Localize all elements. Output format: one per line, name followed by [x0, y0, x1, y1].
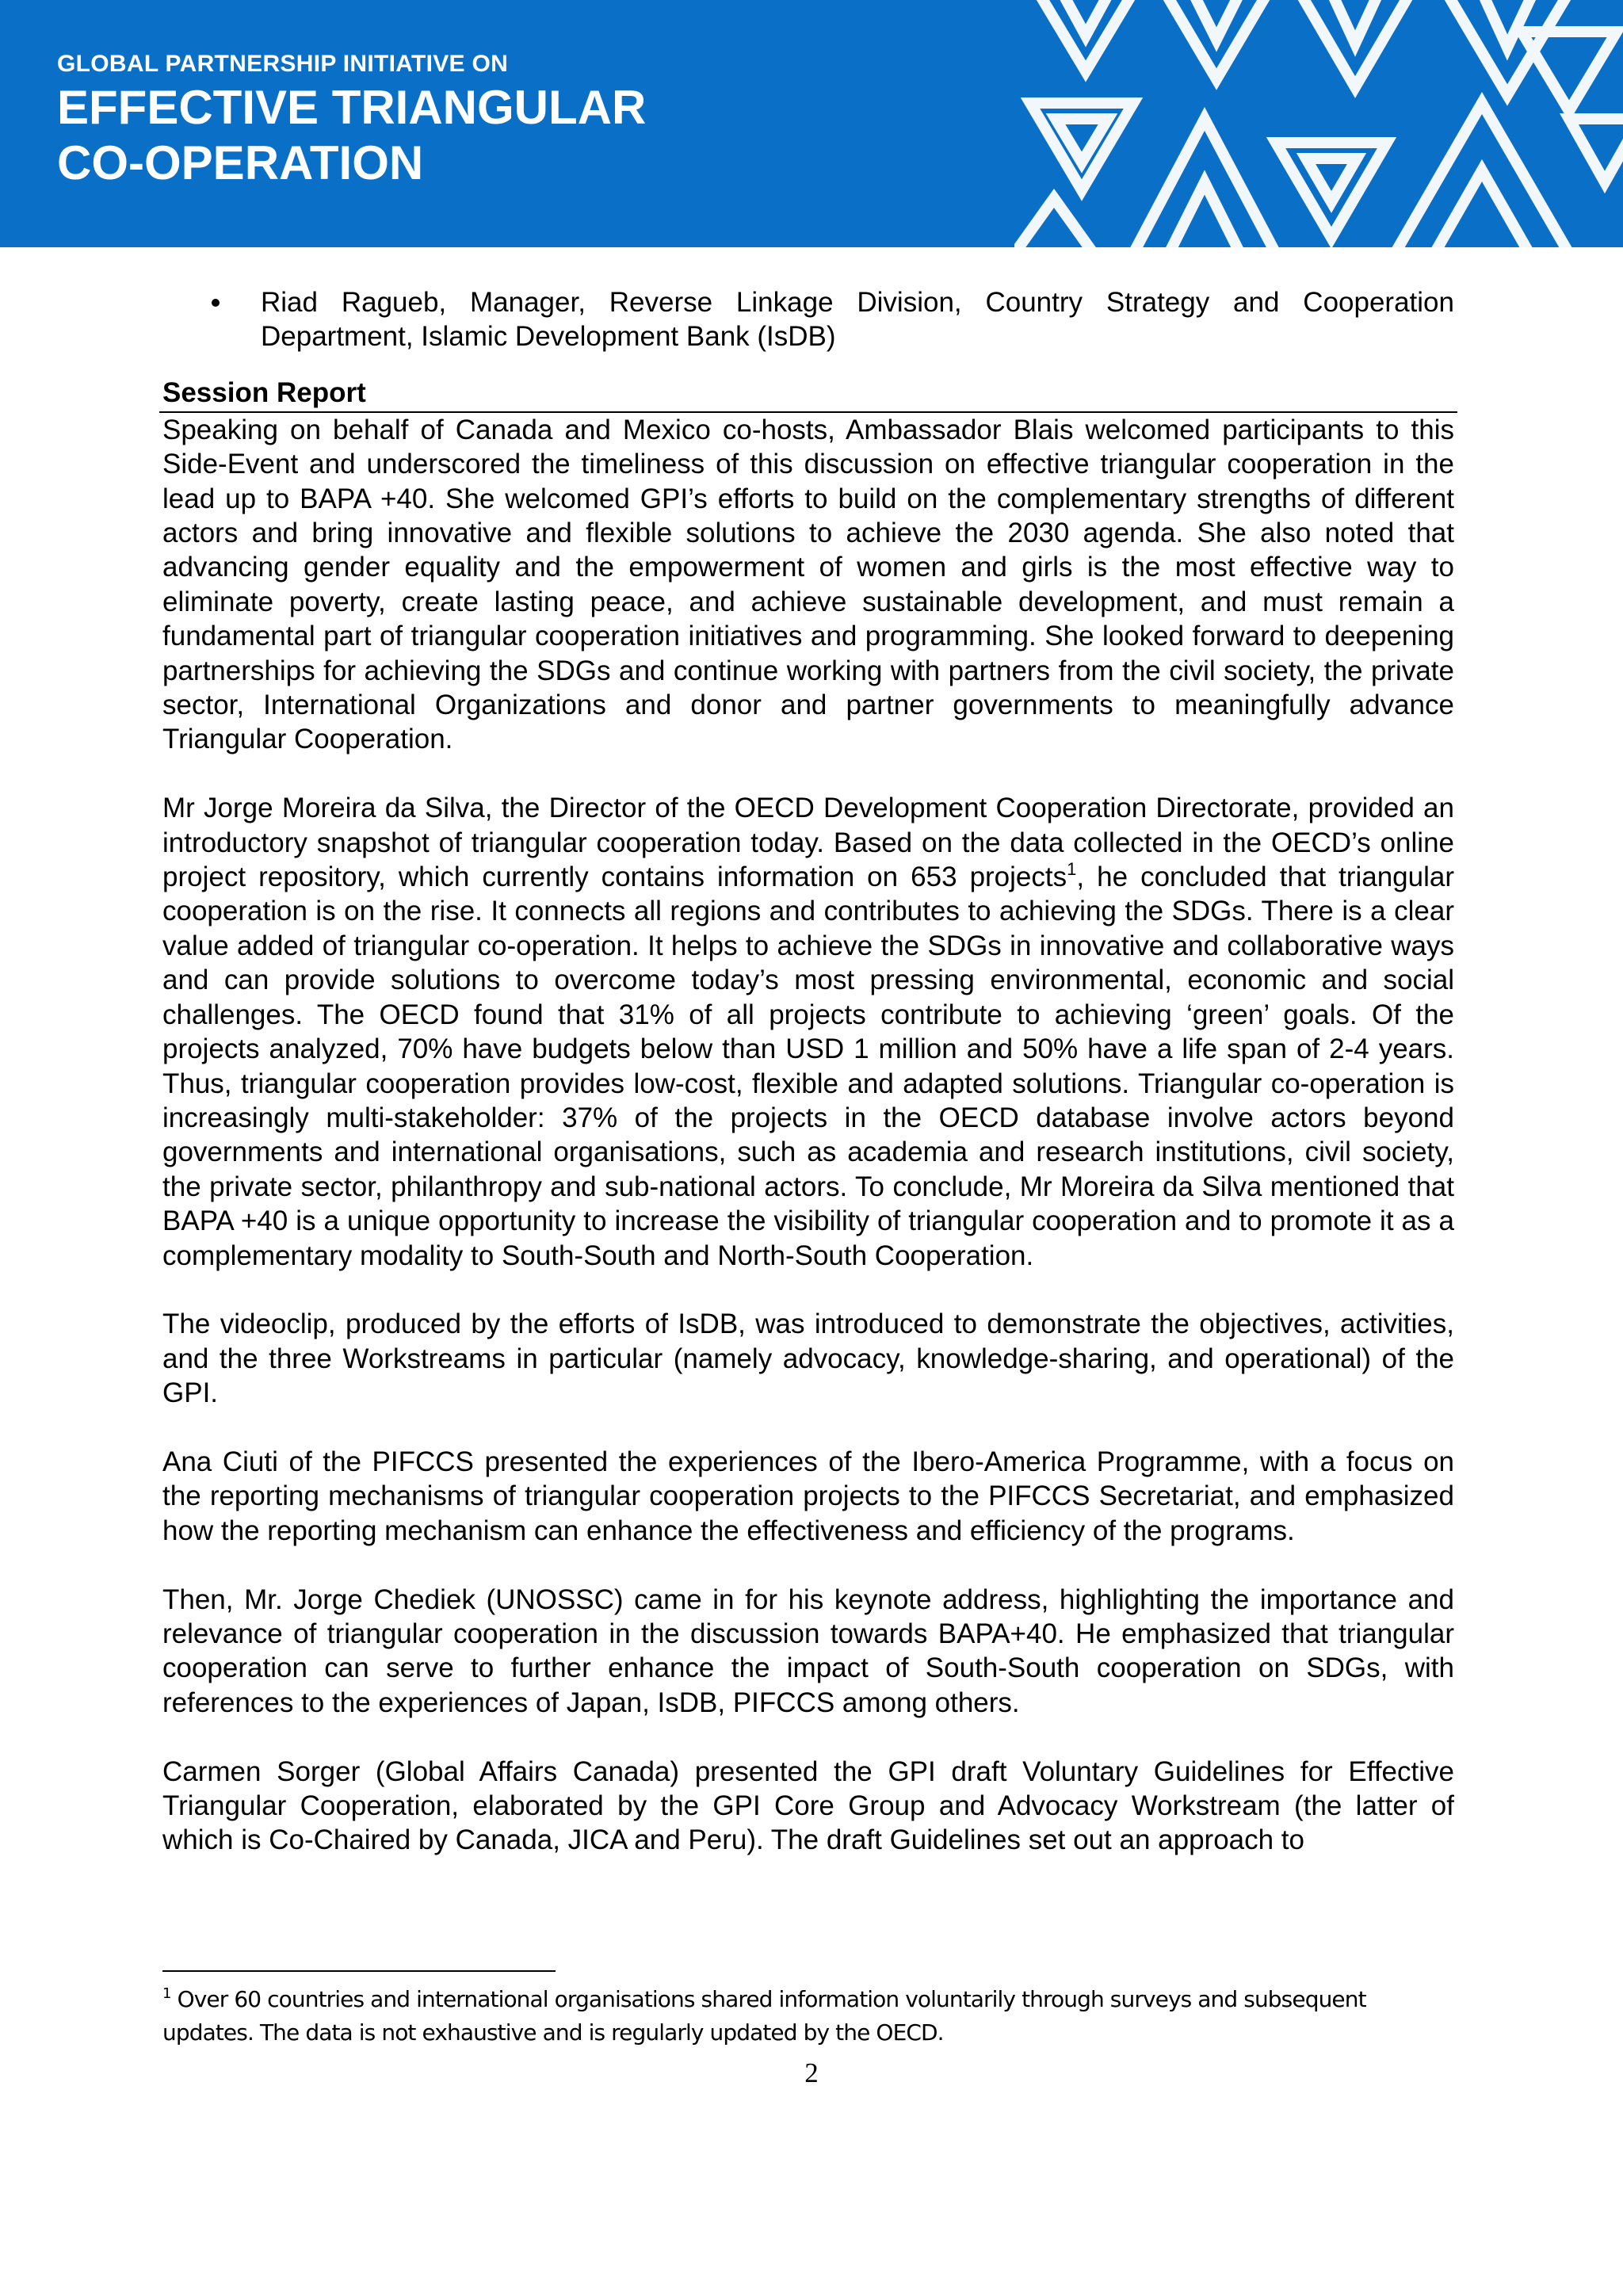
- paragraph-3: The videoclip, produced by the efforts of IsDB, was introduced to demonstrate the objectives, activities, and the three Workstreams in particular (namely advocacy, knowledge-sharing, and operational) of the GPI.: [162, 1308, 1454, 1409]
- speaker-list-item: [162, 285, 1454, 354]
- document-header-banner: [0, 0, 1623, 247]
- paragraph-4: Ana Ciuti of the PIFCCS presented the experiences of the Ibero-America Programme, with a focus on the reporting mechanisms of triangular cooperation projects to the PIFCCS Secretariat, and emphasized how the reporting mechanism can enhance the effectiveness and efficiency of the programs.: [162, 1446, 1454, 1546]
- paragraph-2: [162, 791, 1454, 1273]
- header-title-line-1: EFFECTIVE TRIANGULAR: [57, 81, 647, 134]
- page-number: 2: [804, 2057, 819, 2088]
- paragraph-2-text-a: Mr Jorge Moreira da Silva, the Director of the OECD Development Cooperation Directorate, provided an introductory snapshot of triangular cooperation today. Based on the data collected in the OECD’s online project repository, which currently contains information on 653 projects: [162, 793, 1454, 893]
- bullet-icon: [212, 299, 220, 307]
- header-title-line-2: CO-OPERATION: [57, 136, 424, 189]
- footnote-separator: [162, 1970, 556, 1972]
- footnote: [162, 1983, 1454, 2050]
- footnote-number: 1: [162, 1985, 171, 2002]
- paragraph-1: Speaking on behalf of Canada and Mexico co-hosts, Ambassador Blais welcomed participants to this Side-Event and underscored the timeliness of this discussion on effective triangular cooperation in the lead up to BAPA +40. She welcomed GPI’s efforts to build on the complementary strengths of different actors and bring innovative and flexible solutions to achieve the 2030 agenda. She also noted that advancing gender equality and the empowerment of women and girls is the most effective way to eliminate poverty, create lasting peace, and achieve sustainable development, and must remain a fundamental part of triangular cooperation initiatives and programming. She looked forward to deepening partnerships for achieving the SDGs and continue working with partners from the civil society, the private sector, International Organizations and donor and partner governments to meaningfully advance Triangular Cooperation.: [162, 414, 1454, 755]
- paragraph-6: Carmen Sorger (Global Affairs Canada) presented the GPI draft Voluntary Guidelines for Effective Triangular Cooperation, elaborated by the GPI Core Group and Advocacy Workstream (the latter of which is Co-Chaired by Canada, JICA and Peru). The draft Guidelines set out an approach to: [162, 1755, 1454, 1856]
- document-body: [162, 285, 1454, 1858]
- header-kicker: GLOBAL PARTNERSHIP INITIATIVE ON: [57, 51, 509, 77]
- paragraph-2-text-b: , he concluded that triangular cooperation is on the rise. It connects all regions and contributes to achieving the SDGs. There is a clear value added of triangular co-operation. It helps to achieve the SDGs in innovative and collaborative ways and can provide solutions to overcome today’s most pressing environmental, economic and social challenges. The OECD found that 31% of all projects contribute to achieving ‘green’ goals. Of the projects analyzed, 70% have budgets below than USD 1 million and 50% have a life span of 2-4 years. Thus, triangular cooperation provides low-cost, flexible and adapted solutions. Triangular co-operation is increasingly multi-stakeholder: 37% of the projects in the OECD database involve actors beyond governments and international organisations, such as academia and research institutions, civil society, the private sector, philanthropy and sub-national actors. To conclude, Mr Moreira da Silva mentioned that BAPA +40 is a unique opportunity to increase the visibility of triangular cooperation and to promote it as a complementary modality to South-South and North-South Cooperation.: [162, 861, 1454, 1271]
- section-heading-session-report: Session Report: [162, 376, 366, 408]
- speaker-list-item-text: Riad Ragueb, Manager, Reverse Linkage Division, Country Strategy and Cooperation Department, Islamic Development Bank (IsDB): [261, 287, 1454, 353]
- triangle-pattern-decoration: [1014, 0, 1623, 247]
- paragraph-5: Then, Mr. Jorge Chediek (UNOSSC) came in for his keynote address, highlighting the importance and relevance of triangular cooperation in the discussion towards BAPA+40. He emphasized that triangular cooperation can serve to further enhance the impact of South-South cooperation on SDGs, with references to the experiences of Japan, IsDB, PIFCCS among others.: [162, 1584, 1454, 1718]
- footnote-text: Over 60 countries and international organisations shared information voluntarily through surveys and subsequent updates. The data is not exhaustive and is regularly updated by the OECD.: [162, 1986, 1366, 2046]
- footnote-reference[interactable]: 1: [1067, 859, 1077, 880]
